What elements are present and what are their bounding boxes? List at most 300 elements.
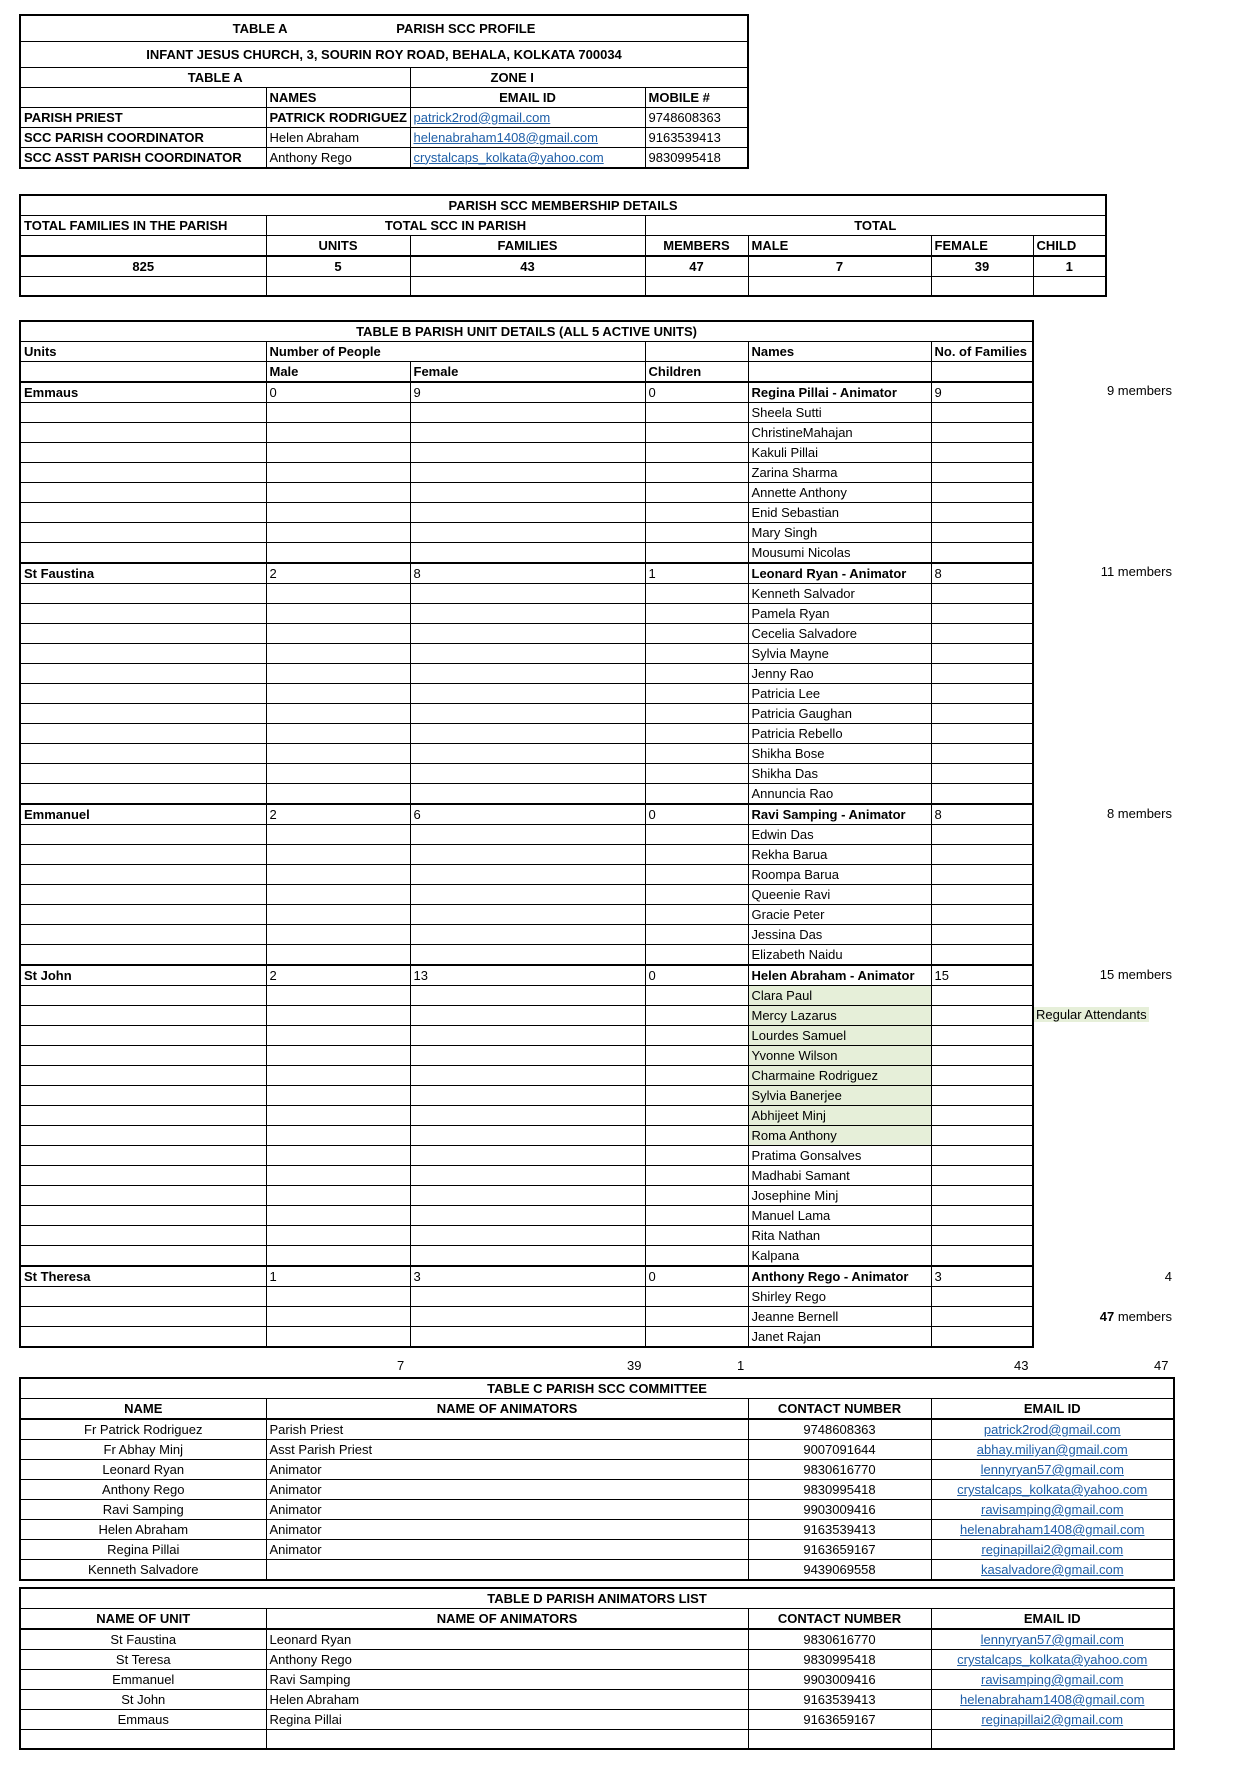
committee-name: Helen Abraham	[20, 1520, 266, 1540]
blank-cell	[266, 865, 410, 885]
blank-cell	[20, 1730, 266, 1749]
email-link[interactable]: kasalvadore@gmail.com	[931, 1560, 1174, 1581]
member-name: Josephine Minj	[748, 1186, 931, 1206]
email-link[interactable]: patrick2rod@gmail.com	[931, 1419, 1174, 1440]
blank-cell	[266, 503, 410, 523]
blank-cell	[931, 664, 1033, 684]
table-row	[20, 1166, 1033, 1186]
blank-cell	[645, 945, 748, 966]
header-members: MEMBERS	[645, 236, 748, 257]
contact-number: 9830616770	[748, 1629, 931, 1650]
header-female: FEMALE	[931, 236, 1033, 257]
blank-cell	[20, 885, 266, 905]
table-row	[20, 885, 1033, 905]
member-name: Mercy Lazarus	[748, 1006, 931, 1026]
blank-cell	[266, 744, 410, 764]
blank-cell	[266, 403, 410, 423]
member-name: Jessina Das	[748, 925, 931, 945]
email-link[interactable]: ravisamping@gmail.com	[931, 1670, 1174, 1690]
blank-cell	[410, 1086, 645, 1106]
header-name-of-animators: NAME OF ANIMATORS	[266, 1609, 748, 1630]
blank-cell	[266, 483, 410, 503]
table-row	[20, 1246, 1033, 1267]
blank-cell	[266, 1287, 410, 1307]
member-name: Charmaine Rodriguez	[748, 1066, 931, 1086]
member-name: Patricia Gaughan	[748, 704, 931, 724]
table-row	[20, 1126, 1033, 1146]
blank-cell	[20, 865, 266, 885]
member-name: Annette Anthony	[748, 483, 931, 503]
committee-role	[266, 1560, 748, 1581]
name-cell: PATRICK RODRIGUEZ	[266, 107, 410, 127]
blank-cell	[645, 1126, 748, 1146]
unit-children: 0	[645, 382, 748, 403]
blank-cell	[20, 1066, 266, 1086]
header-name-of-unit: NAME OF UNIT	[20, 1609, 266, 1630]
zone-label: ZONE I	[410, 67, 748, 87]
header-contact-number: CONTACT NUMBER	[748, 1399, 931, 1420]
blank-cell	[266, 463, 410, 483]
unit-member-count: 8 members	[1106, 806, 1172, 821]
table-row	[20, 925, 1033, 945]
animator-name: Ravi Samping	[266, 1670, 748, 1690]
blank-cell	[266, 423, 410, 443]
header-number-of-people: Number of People	[266, 342, 645, 362]
table-row	[20, 1006, 1033, 1026]
blank-cell	[20, 704, 266, 724]
blank-cell	[645, 1246, 748, 1267]
member-name: Leonard Ryan - Animator	[748, 563, 931, 584]
blank-cell	[931, 684, 1033, 704]
animator-name: Leonard Ryan	[266, 1629, 748, 1650]
blank-cell	[20, 584, 266, 604]
blank-cell	[410, 624, 645, 644]
blank-cell	[20, 423, 266, 443]
email-link[interactable]: helenabraham1408@gmail.com	[931, 1690, 1174, 1710]
header-children: Children	[645, 362, 748, 383]
table-a-heading	[20, 15, 748, 41]
email-link[interactable]: reginapillai2@gmail.com	[931, 1540, 1174, 1560]
blank-cell	[20, 1126, 266, 1146]
header-female: Female	[410, 362, 645, 383]
contact-number: 9748608363	[748, 1419, 931, 1440]
blank-cell	[410, 925, 645, 945]
contact-number: 9830995418	[748, 1650, 931, 1670]
unit-families: 3	[931, 1266, 1033, 1287]
blank-cell	[266, 1730, 748, 1749]
member-name: Sylvia Banerjee	[748, 1086, 931, 1106]
blank-cell	[410, 704, 645, 724]
blank-cell	[20, 1206, 266, 1226]
blank-cell	[410, 885, 645, 905]
contact-number: 9830995418	[748, 1480, 931, 1500]
blank-cell	[645, 1186, 748, 1206]
blank-cell	[931, 423, 1033, 443]
blank-cell	[266, 1126, 410, 1146]
member-name: Rekha Barua	[748, 845, 931, 865]
table-row	[20, 403, 1033, 423]
blank-cell	[410, 483, 645, 503]
table-row	[20, 1226, 1033, 1246]
blank-cell	[931, 744, 1033, 764]
blank-cell	[931, 1730, 1174, 1749]
table-row	[20, 523, 1033, 543]
blank-cell	[20, 403, 266, 423]
blank-cell	[931, 1066, 1033, 1086]
blank-cell	[410, 644, 645, 664]
table-c-title: TABLE C PARISH SCC COMMITTEE	[20, 1378, 1174, 1399]
table-row	[20, 382, 1033, 403]
blank-cell	[645, 277, 748, 296]
blank-cell	[410, 543, 645, 564]
member-name: Cecelia Salvadore	[748, 624, 931, 644]
blank-cell	[410, 604, 645, 624]
committee-role: Asst Parish Priest	[266, 1440, 748, 1460]
table-a-label: TABLE A	[20, 67, 410, 87]
table-row	[20, 664, 1033, 684]
table-row	[20, 986, 1033, 1006]
table-row	[20, 764, 1033, 784]
member-name: Helen Abraham - Animator	[748, 965, 931, 986]
unit-name: St Theresa	[20, 1266, 266, 1287]
blank-cell	[931, 463, 1033, 483]
blank-cell	[645, 1166, 748, 1186]
member-name: Anthony Rego - Animator	[748, 1266, 931, 1287]
blank-cell	[931, 1146, 1033, 1166]
header-male: MALE	[748, 236, 931, 257]
member-name: Madhabi Samant	[748, 1166, 931, 1186]
table-row	[20, 945, 1033, 966]
member-name: Regina Pillai - Animator	[748, 382, 931, 403]
table-row	[20, 127, 748, 147]
email-link[interactable]: crystalcaps_kolkata@yahoo.com	[931, 1480, 1174, 1500]
member-name: ChristineMahajan	[748, 423, 931, 443]
value-child: 1	[1033, 256, 1106, 277]
blank-cell	[20, 1086, 266, 1106]
unit-name: Emmaus	[20, 382, 266, 403]
committee-role: Animator	[266, 1540, 748, 1560]
table-row	[20, 1327, 1033, 1348]
blank-cell	[645, 885, 748, 905]
unit-female: 13	[410, 965, 645, 986]
blank-cell	[645, 342, 748, 362]
blank-cell	[410, 1126, 645, 1146]
blank-cell	[410, 1146, 645, 1166]
blank-cell	[931, 1186, 1033, 1206]
blank-cell	[410, 764, 645, 784]
blank-cell	[266, 624, 410, 644]
email-link[interactable]: crystalcaps_kolkata@yahoo.com	[931, 1650, 1174, 1670]
blank-cell	[410, 423, 645, 443]
email-link[interactable]: lennyryan57@gmail.com	[931, 1629, 1174, 1650]
header-mobile: MOBILE #	[645, 87, 748, 107]
table-row	[20, 1066, 1033, 1086]
table-row	[20, 423, 1033, 443]
header-units: UNITS	[266, 236, 410, 257]
table-row	[20, 724, 1033, 744]
table-row	[20, 1266, 1033, 1287]
blank-cell	[266, 443, 410, 463]
blank-cell	[410, 986, 645, 1006]
blank-cell	[266, 664, 410, 684]
blank-cell	[410, 664, 645, 684]
unit-female: 3	[410, 1266, 645, 1287]
blank-cell	[931, 1006, 1033, 1026]
blank-cell	[645, 744, 748, 764]
blank-cell	[20, 236, 266, 257]
unit-male: 2	[266, 563, 410, 584]
blank-cell	[931, 624, 1033, 644]
blank-cell	[645, 644, 748, 664]
contact-number: 9163539413	[748, 1690, 931, 1710]
blank-cell	[20, 543, 266, 564]
blank-cell	[410, 945, 645, 966]
unit-families: 8	[931, 563, 1033, 584]
email-link[interactable]: helenabraham1408@gmail.com	[410, 127, 645, 147]
member-name: Patricia Lee	[748, 684, 931, 704]
header-names: Names	[748, 342, 931, 362]
email-link[interactable]: reginapillai2@gmail.com	[931, 1710, 1174, 1730]
blank-cell	[410, 403, 645, 423]
blank-cell	[20, 764, 266, 784]
table-a	[19, 14, 749, 169]
member-name: Sylvia Mayne	[748, 644, 931, 664]
member-name: Janet Rajan	[748, 1327, 931, 1348]
email-link[interactable]: abhay.miliyan@gmail.com	[931, 1440, 1174, 1460]
blank-cell	[931, 1287, 1033, 1307]
header-no-of-families: No. of Families	[931, 342, 1033, 362]
table-row	[20, 1670, 1174, 1690]
email-link[interactable]: ravisamping@gmail.com	[931, 1500, 1174, 1520]
blank-cell	[931, 865, 1033, 885]
blank-cell	[931, 584, 1033, 604]
table-row	[20, 1419, 1174, 1440]
blank-cell	[20, 463, 266, 483]
member-name: Yvonne Wilson	[748, 1046, 931, 1066]
unit-children: 0	[645, 804, 748, 825]
committee-name: Fr Patrick Rodriguez	[20, 1419, 266, 1440]
table-row	[20, 1500, 1174, 1520]
table-row	[20, 1307, 1033, 1327]
value-members: 47	[645, 256, 748, 277]
blank-cell	[645, 704, 748, 724]
unit-families: 8	[931, 804, 1033, 825]
blank-cell	[410, 1287, 645, 1307]
total-members-note	[1100, 1309, 1172, 1324]
email-link[interactable]: helenabraham1408@gmail.com	[931, 1520, 1174, 1540]
blank-cell	[645, 483, 748, 503]
blank-cell	[645, 423, 748, 443]
email-link[interactable]: lennyryan57@gmail.com	[931, 1460, 1174, 1480]
blank-cell	[266, 784, 410, 805]
table-d-title: TABLE D PARISH ANIMATORS LIST	[20, 1588, 1174, 1609]
blank-cell	[20, 1287, 266, 1307]
blank-cell	[266, 1066, 410, 1086]
table-row	[20, 1730, 1174, 1749]
blank-cell	[931, 543, 1033, 564]
value-female: 39	[931, 256, 1033, 277]
committee-name: Regina Pillai	[20, 1540, 266, 1560]
member-name: Elizabeth Naidu	[748, 945, 931, 966]
member-name: Roma Anthony	[748, 1126, 931, 1146]
blank-cell	[20, 1146, 266, 1166]
header-contact-number: CONTACT NUMBER	[748, 1609, 931, 1630]
blank-cell	[20, 1327, 266, 1348]
table-a-heading-right: PARISH SCC PROFILE	[396, 20, 536, 36]
animator-name: Helen Abraham	[266, 1690, 748, 1710]
role-cell: PARISH PRIEST	[20, 107, 266, 127]
value-units: 5	[266, 256, 410, 277]
blank-cell	[410, 784, 645, 805]
table-row	[20, 744, 1033, 764]
table-row	[20, 804, 1033, 825]
blank-cell	[931, 1327, 1033, 1348]
table-a-heading-left: TABLE A	[232, 20, 288, 36]
blank-cell	[645, 443, 748, 463]
blank-cell	[410, 443, 645, 463]
unit-male: 1	[266, 1266, 410, 1287]
blank-cell	[20, 503, 266, 523]
blank-cell	[20, 87, 266, 107]
regular-attendants-note: Regular Attendants	[1036, 1007, 1147, 1022]
blank-cell	[931, 1226, 1033, 1246]
blank-cell	[410, 503, 645, 523]
blank-cell	[266, 1166, 410, 1186]
blank-cell	[410, 1307, 645, 1327]
blank-cell	[645, 604, 748, 624]
unit-name: Emmanuel	[20, 1670, 266, 1690]
email-link[interactable]: patrick2rod@gmail.com	[410, 107, 645, 127]
blank-cell	[931, 1086, 1033, 1106]
blank-cell	[645, 463, 748, 483]
blank-cell	[20, 523, 266, 543]
blank-cell	[266, 1106, 410, 1126]
header-name: NAME	[20, 1399, 266, 1420]
mobile-cell: 9830995418	[645, 147, 748, 168]
blank-cell	[931, 483, 1033, 503]
blank-cell	[266, 1006, 410, 1026]
blank-cell	[20, 277, 266, 296]
blank-cell	[931, 604, 1033, 624]
member-name: Sheela Sutti	[748, 403, 931, 423]
blank-cell	[20, 624, 266, 644]
blank-cell	[266, 1186, 410, 1206]
blank-cell	[645, 905, 748, 925]
blank-cell	[410, 865, 645, 885]
blank-cell	[931, 986, 1033, 1006]
blank-cell	[645, 825, 748, 845]
table-row	[20, 784, 1033, 805]
contact-number: 9903009416	[748, 1670, 931, 1690]
unit-name: Emmaus	[20, 1710, 266, 1730]
table-row	[20, 684, 1033, 704]
table-row	[20, 1287, 1033, 1307]
blank-cell	[931, 1246, 1033, 1267]
unit-children: 0	[645, 965, 748, 986]
table-row	[20, 1186, 1033, 1206]
unit-male: 0	[266, 382, 410, 403]
value-male: 7	[748, 256, 931, 277]
table-b-title: TABLE B PARISH UNIT DETAILS (ALL 5 ACTIVE UNITS)	[20, 321, 1033, 342]
blank-cell	[748, 1730, 931, 1749]
committee-role: Animator	[266, 1480, 748, 1500]
member-name: Roompa Barua	[748, 865, 931, 885]
member-name: Pratima Gonsalves	[748, 1146, 931, 1166]
blank-cell	[410, 1166, 645, 1186]
committee-name: Fr Abhay Minj	[20, 1440, 266, 1460]
table-row	[20, 443, 1033, 463]
blank-cell	[410, 523, 645, 543]
blank-cell	[20, 1246, 266, 1267]
table-row	[20, 1146, 1033, 1166]
unit-children: 0	[645, 1266, 748, 1287]
table-row	[20, 1460, 1174, 1480]
blank-cell	[931, 925, 1033, 945]
unit-name: St Faustina	[20, 563, 266, 584]
table-row	[20, 1106, 1033, 1126]
table-row	[20, 1086, 1033, 1106]
member-name: Mousumi Nicolas	[748, 543, 931, 564]
blank-cell	[931, 1106, 1033, 1126]
blank-cell	[410, 905, 645, 925]
unit-member-count: 15 members	[1099, 967, 1172, 982]
blank-cell	[266, 845, 410, 865]
blank-cell	[266, 543, 410, 564]
table-row	[20, 463, 1033, 483]
table-row	[20, 1690, 1174, 1710]
table-row	[20, 483, 1033, 503]
blank-cell	[410, 463, 645, 483]
member-name: Shikha Das	[748, 764, 931, 784]
unit-male: 2	[266, 804, 410, 825]
blank-cell	[931, 724, 1033, 744]
blank-cell	[266, 905, 410, 925]
blank-cell	[410, 1006, 645, 1026]
member-name: Queenie Ravi	[748, 885, 931, 905]
unit-children: 1	[645, 563, 748, 584]
total-families: 43	[1014, 1358, 1029, 1373]
header-name-of-animators: NAME OF ANIMATORS	[266, 1399, 748, 1420]
blank-cell	[645, 1287, 748, 1307]
header-male: Male	[266, 362, 410, 383]
contact-number: 9163659167	[748, 1710, 931, 1730]
blank-cell	[645, 624, 748, 644]
blank-cell	[645, 1086, 748, 1106]
value-families: 43	[410, 256, 645, 277]
table-row	[20, 503, 1033, 523]
membership-title: PARISH SCC MEMBERSHIP DETAILS	[20, 195, 1106, 216]
blank-cell	[931, 277, 1033, 296]
member-name: Jenny Rao	[748, 664, 931, 684]
blank-cell	[931, 644, 1033, 664]
table-row	[20, 1206, 1033, 1226]
blank-cell	[20, 744, 266, 764]
blank-cell	[748, 277, 931, 296]
blank-cell	[645, 764, 748, 784]
blank-cell	[266, 277, 410, 296]
member-name: Kakuli Pillai	[748, 443, 931, 463]
table-row	[20, 147, 748, 168]
table-c	[19, 1377, 1175, 1581]
blank-cell	[645, 925, 748, 945]
church-address: INFANT JESUS CHURCH, 3, SOURIN ROY ROAD, BEHALA, KOLKATA 700034	[20, 41, 748, 67]
header-total-scc: TOTAL SCC IN PARISH	[266, 216, 645, 236]
email-link[interactable]: crystalcaps_kolkata@yahoo.com	[410, 147, 645, 168]
table-row	[20, 563, 1033, 584]
table-row	[20, 107, 748, 127]
blank-cell	[931, 1046, 1033, 1066]
member-name: Clara Paul	[748, 986, 931, 1006]
